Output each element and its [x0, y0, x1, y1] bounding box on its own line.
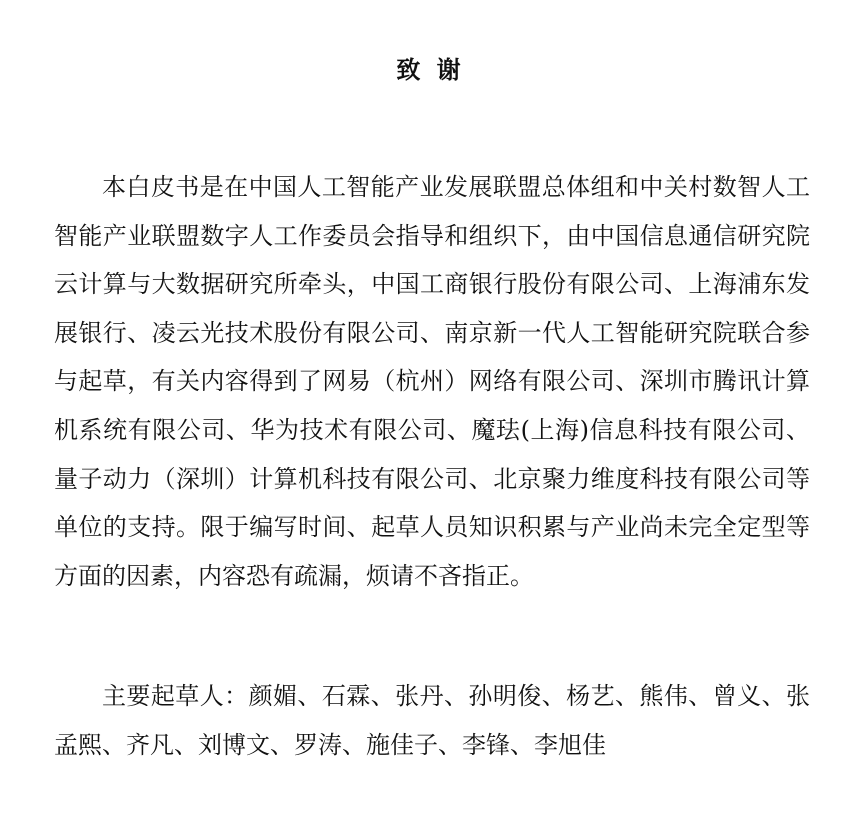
page-title: 致 谢	[396, 56, 465, 84]
authors-paragraph: 主要起草人：颜媚、石霖、张丹、孙明俊、杨艺、熊伟、曾义、张孟熙、齐凡、刘博文、罗涛、施佳子、李锋、李旭佳	[54, 682, 810, 759]
acknowledgement-paragraph: 本白皮书是在中国人工智能产业发展联盟总体组和中关村数智人工智能产业联盟数字人工作委员会指导和组织下，由中国信息通信研究院云计算与大数据研究所牵头，中国工商银行股份有限公司、上海浦东发展银行、凌云光技术股份有限公司、南京新一代人工智能研究院联合参与起草，有关内容得到了网易（杭州）网络有限公司、深圳市腾讯计算机系统有限公司、华为技术有限公司、魔珐(上海)信息科技有限公司、量子动力（深圳）计算机科技有限公司、北京聚力维度科技有限公司等单位的支持。限于编写时间、起草人员知识积累与产业尚未完全定型等方面的因素，内容恐有疏漏，烦请不吝指正。	[54, 173, 810, 590]
